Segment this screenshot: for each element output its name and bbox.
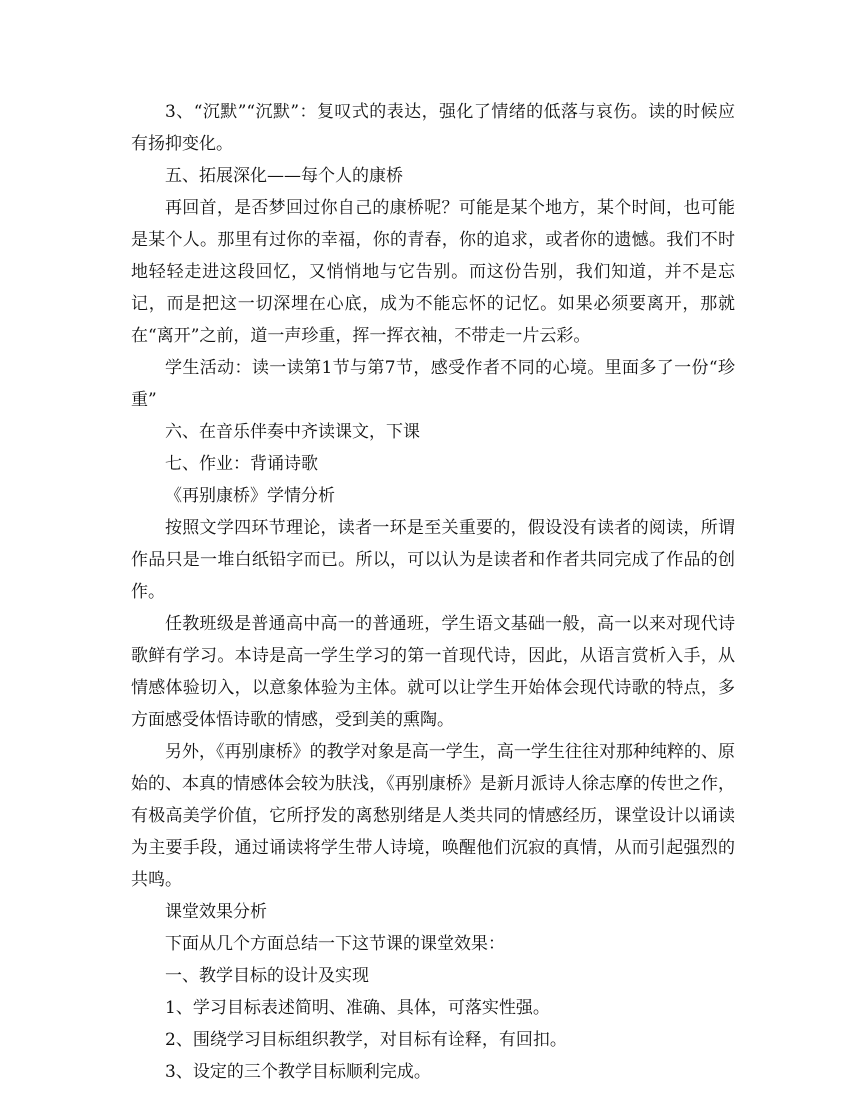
section-heading-5: 五、拓展深化——每个人的康桥 — [165, 166, 403, 186]
paragraph-1: 3、“沉默”“沉默”：复叹式的表达，强化了情绪的低落与哀伤。读的时候应有扬抑变化。 — [131, 102, 735, 154]
list-item-1: 1、学习目标表述简明、准确、具体，可落实性强。 — [165, 998, 550, 1018]
list-item-2: 2、围绕学习目标组织教学，对目标有诠释，有回扣。 — [165, 1030, 567, 1050]
paragraph-4: 学生活动：读一读第1节与第7节，感受作者不同的心境。里面多了一份“珍重” — [131, 358, 735, 410]
section-heading-7: 七、作业：背诵诗歌 — [165, 454, 318, 474]
paragraph-8: 按照文学四环节理论，读者一环是至关重要的，假设没有读者的阅读，所谓作品只是一堆白纸铅字而已。所以，可以认为是读者和作者共同完成了作品的创作。 — [131, 518, 735, 602]
paragraph-12: 下面从几个方面总结一下这节课的课堂效果： — [165, 934, 505, 954]
paragraph-9: 任教班级是普通高中高一的普通班，学生语文基础一般，高一以来对现代诗歌鲜有学习。本诗是高一学生学习的第一首现代诗，因此，从语言赏析入手，从情感体验切入，以意象体验为主体。就可以让学生开始体会现代诗歌的特点，多方面感受体悟诗歌的情感，受到美的熏陶。 — [131, 614, 735, 730]
section-title-analysis: 《再别康桥》学情分析 — [165, 486, 335, 506]
section-title-effect: 课堂效果分析 — [165, 902, 267, 922]
section-heading-6: 六、在音乐伴奏中齐读课文，下课 — [165, 422, 420, 442]
document-body — [131, 96, 735, 1088]
section-heading-1: 一、教学目标的设计及实现 — [165, 966, 369, 986]
list-item-3: 3、设定的三个教学目标顺利完成。 — [165, 1062, 431, 1082]
paragraph-10: 另外，《再别康桥》的教学对象是高一学生，高一学生往往对那种纯粹的、原始的、本真的情感体会较为肤浅，《再别康桥》是新月派诗人徐志摩的传世之作，有极高美学价值，它所抒发的离愁别绪是人类共同的情感经历，课堂设计以诵读为主要手段，通过诵读将学生带人诗境，唤醒他们沉寂的真情，从而引起强烈的共鸣。 — [131, 742, 735, 890]
paragraph-3: 再回首，是否梦回过你自己的康桥呢？可能是某个地方，某个时间，也可能是某个人。那里有过你的幸福，你的青春，你的追求，或者你的遗憾。我们不时地轻轻走进这段回忆，又悄悄地与它告别。而这份告别，我们知道，并不是忘记，而是把这一切深埋在心底，成为不能忘怀的记忆。如果必须要离开，那就在“离开”之前，道一声珍重，挥一挥衣袖，不带走一片云彩。 — [131, 198, 735, 346]
